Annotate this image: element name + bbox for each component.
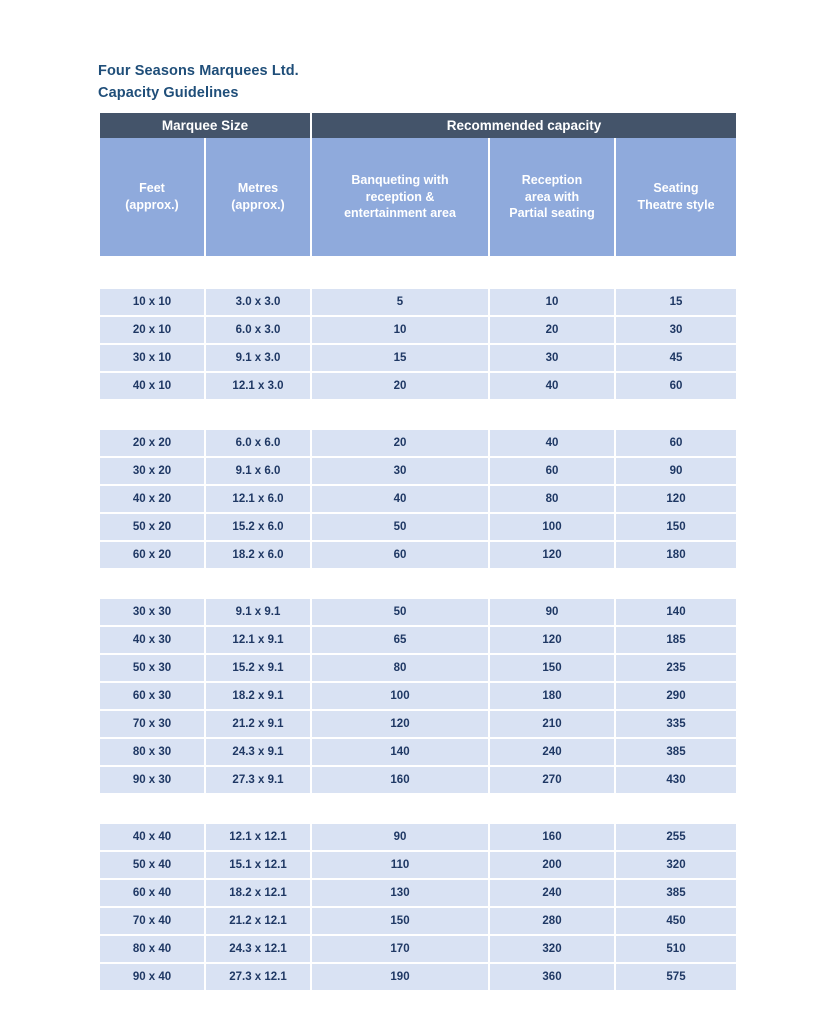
table-cell: 18.2 x 9.1 <box>206 683 310 711</box>
page-title <box>98 60 732 105</box>
spacer-cell <box>100 795 736 824</box>
column-header-metres <box>206 138 310 256</box>
table-cell: 50 x 40 <box>100 852 204 880</box>
table-cell: 40 x 30 <box>100 627 204 655</box>
table-row-spacer <box>100 570 736 599</box>
column-header-seating <box>616 138 736 256</box>
table-row-spacer <box>100 795 736 824</box>
table-cell: 50 x 30 <box>100 655 204 683</box>
table-row <box>100 627 736 655</box>
table-cell: 60 x 40 <box>100 880 204 908</box>
table-group-header-row <box>100 113 736 138</box>
table-cell: 40 <box>490 373 614 401</box>
table-cell: 10 <box>490 289 614 317</box>
table-cell: 320 <box>490 936 614 964</box>
table-cell: 20 x 20 <box>100 430 204 458</box>
table-cell: 150 <box>490 655 614 683</box>
table-cell: 5 <box>312 289 488 317</box>
table-cell: 27.3 x 9.1 <box>206 767 310 795</box>
column-header-seating-line1: Seating <box>653 181 699 196</box>
capacity-table <box>98 113 738 992</box>
column-header-seating-line2: Theatre style <box>637 197 715 212</box>
table-cell: 240 <box>490 880 614 908</box>
table-cell: 160 <box>490 824 614 852</box>
table-cell: 65 <box>312 627 488 655</box>
table-cell: 90 <box>616 458 736 486</box>
table-cell: 60 x 20 <box>100 542 204 570</box>
table-cell: 12.1 x 3.0 <box>206 373 310 401</box>
table-cell: 40 <box>312 486 488 514</box>
table-cell: 150 <box>616 514 736 542</box>
table-row <box>100 345 736 373</box>
table-cell: 450 <box>616 908 736 936</box>
table-row <box>100 430 736 458</box>
table-cell: 360 <box>490 964 614 992</box>
table-cell: 60 x 30 <box>100 683 204 711</box>
table-cell: 80 x 30 <box>100 739 204 767</box>
table-cell: 12.1 x 6.0 <box>206 486 310 514</box>
table-cell: 60 <box>616 373 736 401</box>
column-header-metres-line1: Metres <box>237 181 279 196</box>
table-cell: 24.3 x 12.1 <box>206 936 310 964</box>
column-header-banqueting <box>312 138 488 256</box>
table-row <box>100 599 736 627</box>
table-cell: 6.0 x 6.0 <box>206 430 310 458</box>
table-cell: 80 <box>490 486 614 514</box>
table-cell: 185 <box>616 627 736 655</box>
table-cell: 50 <box>312 514 488 542</box>
table-cell: 210 <box>490 711 614 739</box>
table-cell: 120 <box>312 711 488 739</box>
table-column-header-row <box>100 138 736 256</box>
group-header-recommended-capacity: Recommended capacity <box>312 113 736 138</box>
table-cell: 90 x 30 <box>100 767 204 795</box>
table-cell: 15 <box>312 345 488 373</box>
column-header-feet <box>100 138 204 256</box>
table-cell: 180 <box>616 542 736 570</box>
table-cell: 150 <box>312 908 488 936</box>
table-cell: 9.1 x 3.0 <box>206 345 310 373</box>
table-cell: 320 <box>616 852 736 880</box>
table-cell: 45 <box>616 345 736 373</box>
table-row <box>100 683 736 711</box>
table-cell: 180 <box>490 683 614 711</box>
table-cell: 60 <box>312 542 488 570</box>
table-cell: 60 <box>490 458 614 486</box>
table-cell: 30 <box>490 345 614 373</box>
table-cell: 9.1 x 9.1 <box>206 599 310 627</box>
table-cell: 140 <box>312 739 488 767</box>
table-row <box>100 373 736 401</box>
column-header-banqueting-line2: reception & <box>365 189 435 204</box>
table-cell: 10 <box>312 317 488 345</box>
table-body <box>100 256 736 992</box>
table-cell: 100 <box>312 683 488 711</box>
table-cell: 280 <box>490 908 614 936</box>
table-row-spacer <box>100 256 736 289</box>
table-row <box>100 514 736 542</box>
table-row <box>100 824 736 852</box>
table-cell: 80 x 40 <box>100 936 204 964</box>
table-cell: 575 <box>616 964 736 992</box>
table-row <box>100 936 736 964</box>
table-cell: 15.1 x 12.1 <box>206 852 310 880</box>
table-cell: 12.1 x 9.1 <box>206 627 310 655</box>
table-cell: 80 <box>312 655 488 683</box>
column-header-metres-line2: (approx.) <box>231 197 285 212</box>
table-cell: 40 x 10 <box>100 373 204 401</box>
table-row <box>100 880 736 908</box>
table-cell: 15.2 x 9.1 <box>206 655 310 683</box>
table-cell: 90 <box>312 824 488 852</box>
table-cell: 140 <box>616 599 736 627</box>
table-cell: 50 <box>312 599 488 627</box>
table-cell: 385 <box>616 880 736 908</box>
table-cell: 20 x 10 <box>100 317 204 345</box>
table-cell: 18.2 x 12.1 <box>206 880 310 908</box>
group-header-marquee-size: Marquee Size <box>100 113 310 138</box>
table-cell: 12.1 x 12.1 <box>206 824 310 852</box>
table-row <box>100 964 736 992</box>
table-cell: 24.3 x 9.1 <box>206 739 310 767</box>
table-cell: 255 <box>616 824 736 852</box>
table-row <box>100 908 736 936</box>
table-cell: 270 <box>490 767 614 795</box>
table-row <box>100 767 736 795</box>
column-header-banqueting-line3: entertainment area <box>344 206 456 221</box>
column-header-feet-line2: (approx.) <box>125 197 179 212</box>
table-cell: 3.0 x 3.0 <box>206 289 310 317</box>
table-cell: 130 <box>312 880 488 908</box>
table-head <box>100 113 736 256</box>
table-cell: 290 <box>616 683 736 711</box>
table-row <box>100 655 736 683</box>
table-cell: 510 <box>616 936 736 964</box>
table-cell: 170 <box>312 936 488 964</box>
table-cell: 10 x 10 <box>100 289 204 317</box>
table-cell: 120 <box>490 542 614 570</box>
title-line-subtitle: Capacity Guidelines <box>98 85 239 102</box>
table-cell: 30 x 30 <box>100 599 204 627</box>
table-cell: 40 x 40 <box>100 824 204 852</box>
table-cell: 100 <box>490 514 614 542</box>
table-cell: 200 <box>490 852 614 880</box>
table-cell: 9.1 x 6.0 <box>206 458 310 486</box>
table-cell: 40 x 20 <box>100 486 204 514</box>
table-cell: 20 <box>490 317 614 345</box>
table-cell: 120 <box>616 486 736 514</box>
table-row <box>100 711 736 739</box>
spacer-cell <box>100 401 736 430</box>
column-header-banqueting-line1: Banqueting with <box>351 172 449 187</box>
table-row <box>100 486 736 514</box>
spacer-cell <box>100 570 736 599</box>
column-header-reception-line1: Reception <box>521 172 583 187</box>
table-row <box>100 542 736 570</box>
table-cell: 235 <box>616 655 736 683</box>
table-cell: 70 x 40 <box>100 908 204 936</box>
column-header-reception-line2: area with <box>524 189 580 204</box>
column-header-reception <box>490 138 614 256</box>
table-row <box>100 458 736 486</box>
table-cell: 110 <box>312 852 488 880</box>
table-cell: 18.2 x 6.0 <box>206 542 310 570</box>
table-cell: 190 <box>312 964 488 992</box>
table-cell: 30 <box>616 317 736 345</box>
column-header-reception-line3: Partial seating <box>509 206 595 221</box>
table-cell: 120 <box>490 627 614 655</box>
table-cell: 21.2 x 12.1 <box>206 908 310 936</box>
table-row <box>100 317 736 345</box>
table-row <box>100 852 736 880</box>
table-row-spacer <box>100 401 736 430</box>
table-cell: 335 <box>616 711 736 739</box>
column-header-feet-line1: Feet <box>139 181 165 196</box>
table-cell: 20 <box>312 373 488 401</box>
table-cell: 90 x 40 <box>100 964 204 992</box>
table-row <box>100 289 736 317</box>
table-cell: 20 <box>312 430 488 458</box>
table-cell: 6.0 x 3.0 <box>206 317 310 345</box>
spacer-cell <box>100 256 736 289</box>
table-cell: 60 <box>616 430 736 458</box>
table-cell: 70 x 30 <box>100 711 204 739</box>
table-cell: 30 <box>312 458 488 486</box>
table-cell: 30 x 20 <box>100 458 204 486</box>
title-line-company: Four Seasons Marquees Ltd. <box>98 63 299 79</box>
table-cell: 50 x 20 <box>100 514 204 542</box>
table-cell: 240 <box>490 739 614 767</box>
table-row <box>100 739 736 767</box>
table-cell: 40 <box>490 430 614 458</box>
table-cell: 160 <box>312 767 488 795</box>
table-cell: 15 <box>616 289 736 317</box>
table-cell: 15.2 x 6.0 <box>206 514 310 542</box>
table-cell: 385 <box>616 739 736 767</box>
table-cell: 27.3 x 12.1 <box>206 964 310 992</box>
table-cell: 30 x 10 <box>100 345 204 373</box>
table-cell: 430 <box>616 767 736 795</box>
table-cell: 21.2 x 9.1 <box>206 711 310 739</box>
table-cell: 90 <box>490 599 614 627</box>
